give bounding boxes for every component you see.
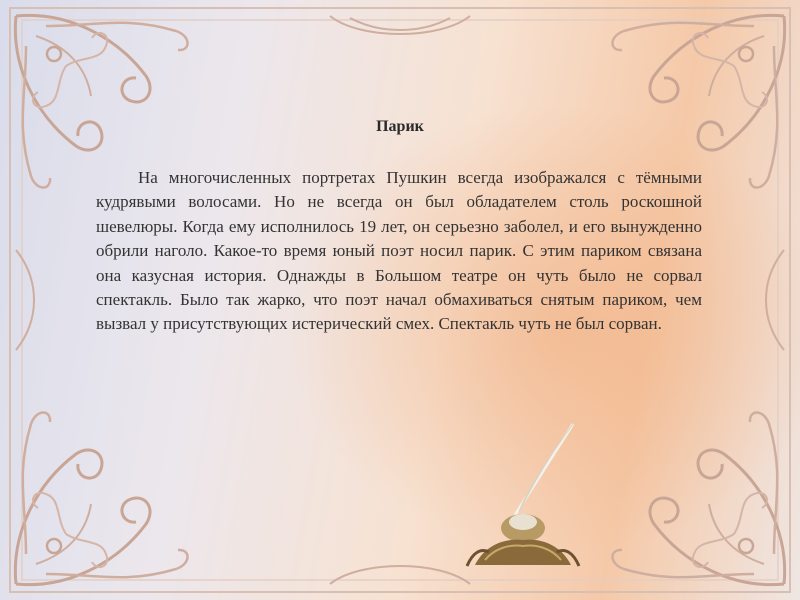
page-title: Парик xyxy=(376,118,424,135)
body-paragraph: На многочисленных портретах Пушкин всегда изображался с тёмными кудрявыми волосами. Но не всегда он был обладателем столь роскошной шевелюры. Когда ему исполнилось 19 лет, он серьезно заболел, и его вынужденно обрили наголо. Какое-то время юный поэт носил парик. С этим париком связана она казусная история. Однажды в Большом театре он чуть было не сорвал спектакль. Было так жарко, что поэт начал обмахиваться снятым париком, чем вызвал у присутствующих истерический смех. Спектакль чуть не был сорван. xyxy=(96,168,702,334)
quill-inkwell-icon xyxy=(455,420,585,570)
